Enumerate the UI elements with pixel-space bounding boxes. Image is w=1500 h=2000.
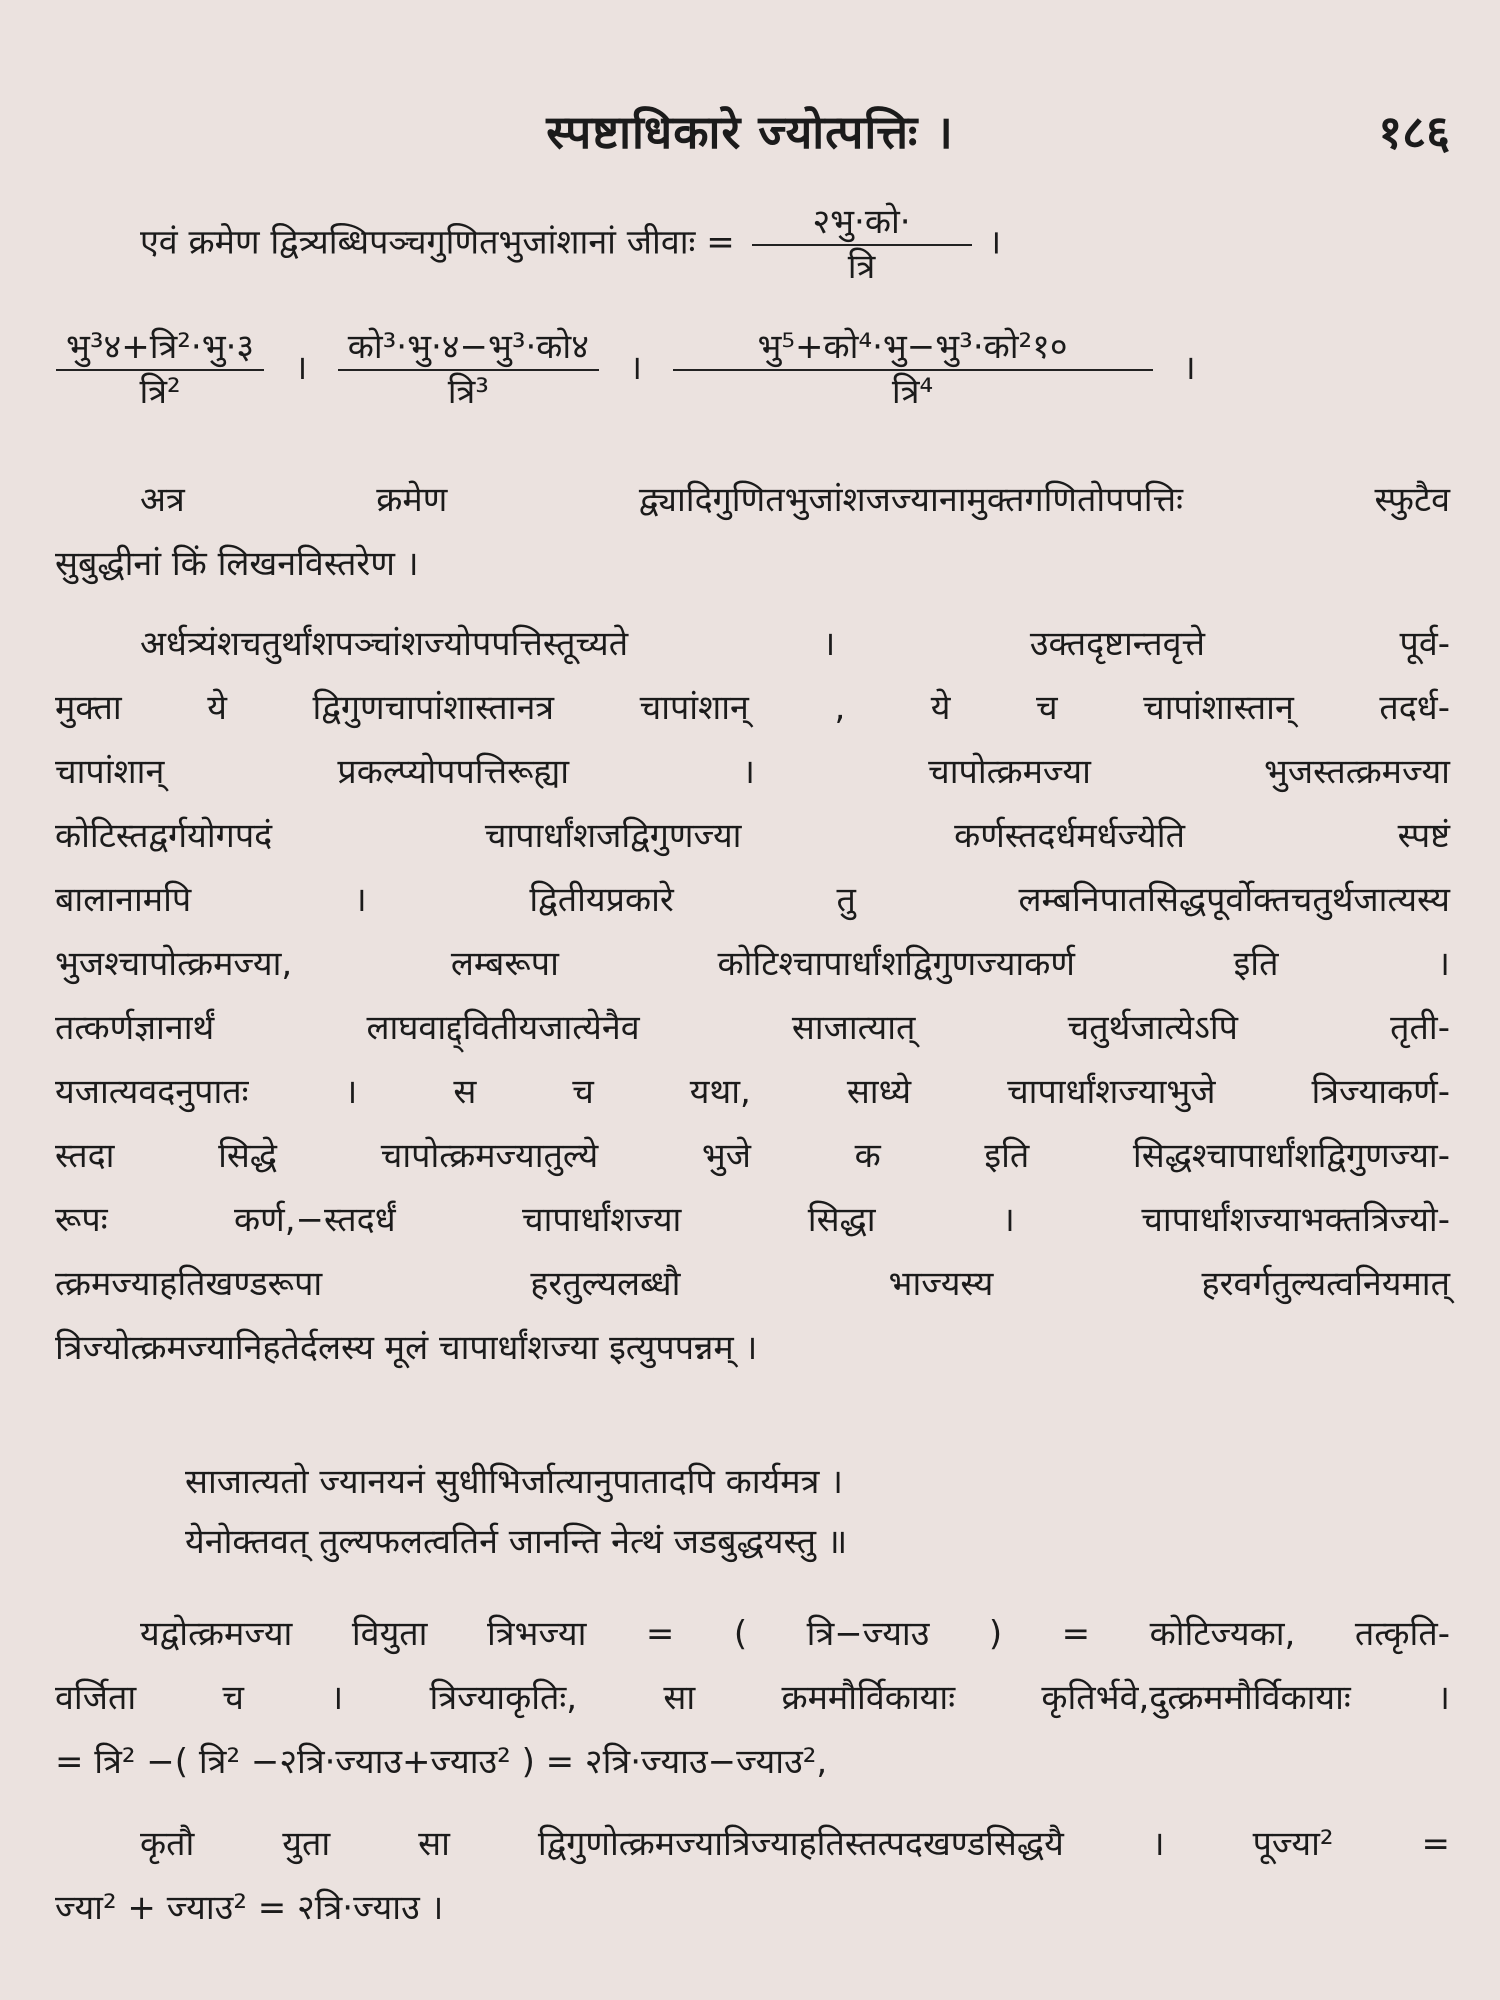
fraction-numerator: को³·भु·४−भु³·को४: [338, 325, 599, 371]
intro-text: एवं क्रमेण द्वित्र्यब्धिपञ्चगुणितभुजांशानां जीवाः =: [140, 222, 735, 263]
intro-danda: ।: [988, 222, 1002, 263]
intro-fraction: [752, 200, 972, 288]
fraction-1: [56, 325, 264, 413]
text-line: बालानामपि । द्वितीयप्रकारे तु लम्बनिपातसिद्धपूर्वोक्तचतुर्थजात्यस्य: [55, 880, 1450, 920]
fraction-numerator: भु⁵+को⁴·भु−भु³·को²१०: [673, 325, 1153, 371]
page-title: स्पष्टाधिकारे ज्योत्पत्तिः ।: [546, 105, 954, 159]
text-line: त्क्रमज्याहतिखण्डरूपा हरतुल्यलब्धौ भाज्यस्य हरवर्गतुल्यत्वनियमात्: [55, 1264, 1450, 1304]
text-line: सुबुद्धीनां किं लिखनविस्तरेण ।: [55, 544, 419, 584]
danda-separator: ।: [294, 347, 308, 388]
verse-line: येनोक्तवत् तुल्यफलत्वतिर्न जानन्ति नेत्थं जडबुद्धयस्तु ॥: [185, 1522, 848, 1562]
paragraph-1: [55, 468, 1450, 596]
danda-separator: ।: [1182, 347, 1196, 388]
text-line: यद्वोत्क्रमज्या वियुता त्रिभज्या = ( त्रि−ज्याउ ) = कोटिज्यका, तत्कृति-: [140, 1614, 1450, 1654]
fraction-numerator: भु³४+त्रि²·भु·३: [56, 325, 264, 371]
fraction-denominator: त्रि: [847, 247, 876, 287]
paragraph-4: [55, 1812, 1450, 1940]
equation-line: = त्रि² −( त्रि² −२त्रि·ज्याउ+ज्याउ² ) = २त्रि·ज्याउ−ज्याउ²,: [55, 1742, 828, 1782]
verse-line: साजात्यतो ज्यानयनं सुधीभिर्जात्यानुपातादपि कार्यमत्र ।: [185, 1462, 844, 1502]
paragraph-2: [55, 612, 1450, 1380]
text-line: कोटिस्तद्वर्गयोगपदं चापार्धांशजद्विगुणज्या कर्णस्तदर्धमर्धज्येति स्पष्टं: [55, 816, 1450, 856]
text-line: तत्कर्णज्ञानार्थं लाघवाद्द्वितीयजात्येनैव साजात्यात् चतुर्थजात्येऽपि तृती-: [55, 1008, 1450, 1048]
equation-line: ज्या² + ज्याउ² = २त्रि·ज्याउ ।: [55, 1888, 444, 1928]
fraction-2: [338, 325, 599, 413]
fraction-numerator: २भु·को·: [752, 200, 972, 246]
fraction-denominator: त्रि⁴: [891, 372, 934, 412]
fraction-3: [673, 325, 1153, 413]
fraction-row: [50, 325, 1445, 413]
fraction-denominator: त्रि³: [447, 372, 489, 412]
text-line: भुजश्चापोत्क्रमज्या, लम्बरूपा कोटिश्चापार्धांशद्विगुणज्याकर्ण इति ।: [55, 944, 1450, 984]
text-line: यजात्यवदनुपातः । स च यथा, साध्ये चापार्धांशज्याभुजे त्रिज्याकर्ण-: [55, 1072, 1450, 1112]
text-line: वर्जिता च । त्रिज्याकृतिः, सा क्रममौर्विकायाः कृतिर्भवे,दुत्क्रममौर्विकायाः ।: [55, 1678, 1450, 1718]
intro-line: [55, 200, 1450, 288]
page-number: १८६: [1378, 105, 1450, 159]
paragraph-3: [55, 1602, 1450, 1794]
text-line: अर्धत्र्यंशचतुर्थांशपञ्चांशज्योपपत्तिस्तूच्यते । उक्तदृष्टान्तवृत्ते पूर्व-: [140, 624, 1450, 664]
verse-block: [185, 1452, 1335, 1572]
text-line: स्तदा सिद्धे चापोत्क्रमज्यातुल्ये भुजे क इति सिद्धश्चापार्धांशद्विगुणज्या-: [55, 1136, 1450, 1176]
page-header: [0, 100, 1500, 180]
text-line: रूपः कर्ण,−स्तदर्धं चापार्धांशज्या सिद्धा । चापार्धांशज्याभक्तत्रिज्यो-: [55, 1200, 1450, 1240]
danda-separator: ।: [629, 347, 643, 388]
text-line: चापांशान् प्रकल्प्योपपत्तिरूह्या । चापोत्क्रमज्या भुजस्तत्क्रमज्या: [55, 752, 1450, 792]
fraction-denominator: त्रि²: [139, 372, 181, 412]
text-line: मुक्ता ये द्विगुणचापांशास्तानत्र चापांशान् , ये च चापांशास्तान् तदर्ध-: [55, 688, 1450, 728]
text-line: अत्र क्रमेण द्व्यादिगुणितभुजांशजज्यानामुक्तगणितोपपत्तिः स्फुटैव: [140, 480, 1450, 520]
text-line: कृतौ युता सा द्विगुणोत्क्रमज्यात्रिज्याहतिस्तत्पदखण्डसिद्धयै । पूज्या² =: [140, 1824, 1450, 1864]
text-line: त्रिज्योत्क्रमज्यानिहतेर्दलस्य मूलं चापार्धांशज्या इत्युपपन्नम् ।: [55, 1328, 758, 1368]
